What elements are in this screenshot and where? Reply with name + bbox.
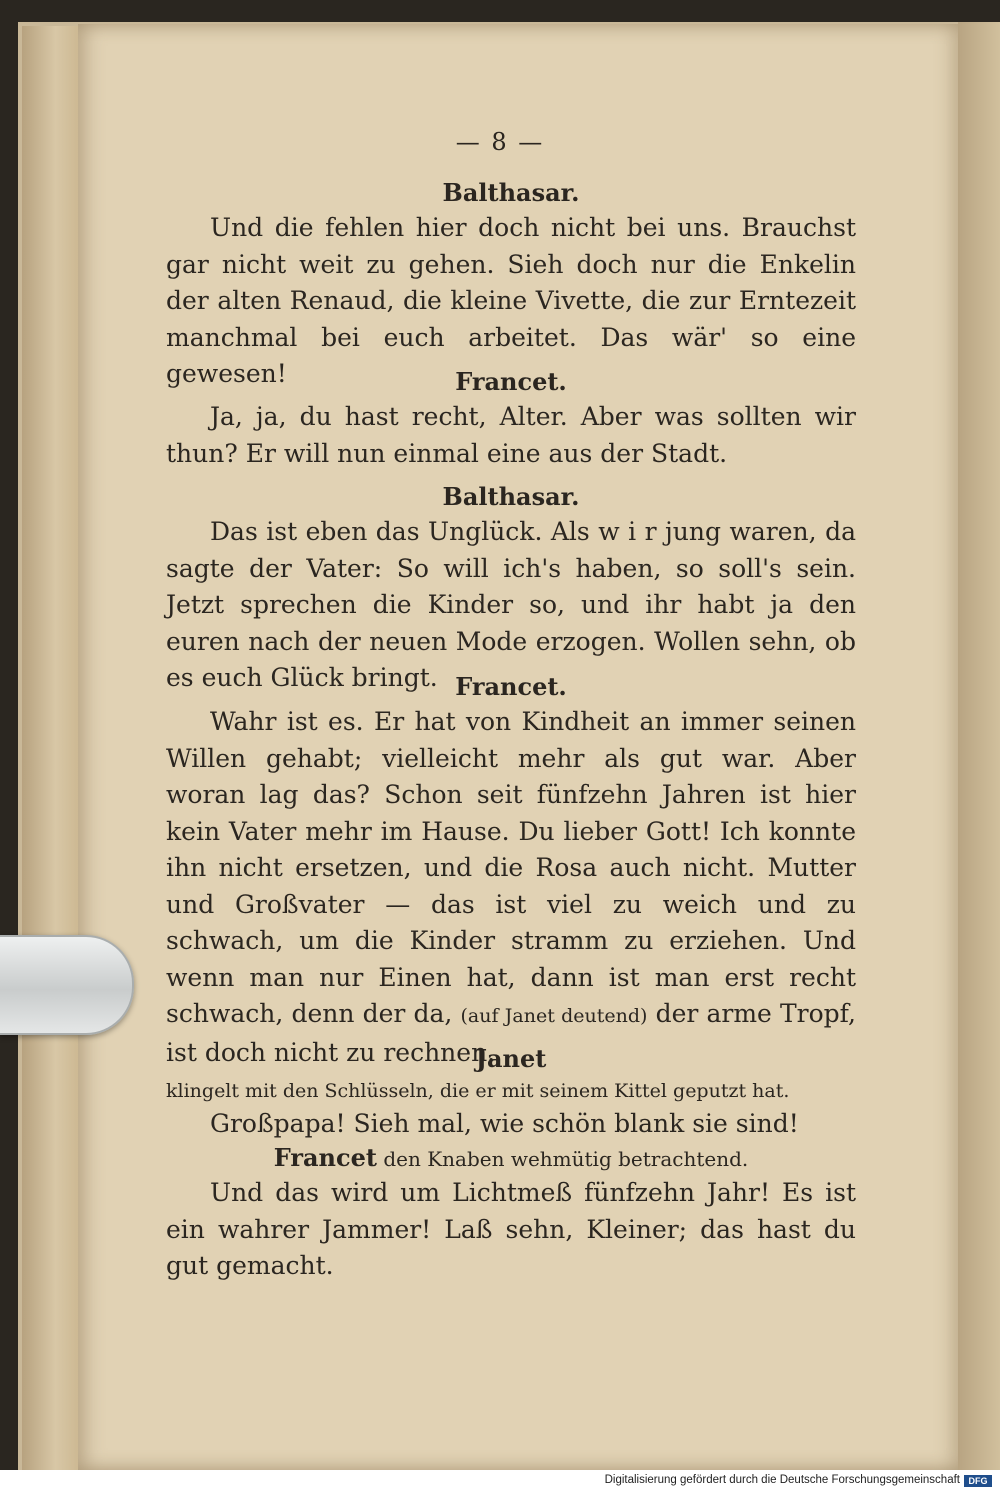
speaker-name: Francet [273,1143,377,1172]
footer [0,1470,1000,1492]
speech-text-part: Wahr ist es. Er hat von Kindheit an immer seinen Willen gehabt; vielleicht mehr als gut war. Aber woran lag das? Schon seit fünfzehn Jahren ist hier kein Vater mehr im Hause. Du lieber Gott! Ich konnte ihn nicht ersetzen, und die Rosa auch nicht. Mutter und Großvater — das ist viel zu weich und zu schwach, um die Kinder stramm zu erziehen. Und wenn man nur Einen hat, dann ist man erst recht schwach, denn der da, [166,707,856,1028]
block-2 [166,365,856,472]
block-3 [166,480,856,697]
page-number: — 8 — [455,128,545,156]
page-clip [0,935,134,1035]
speech-text [166,704,856,1071]
speech-text: Ja, ja, du hast recht, Alter. Aber was sollten wir thun? Er will nun einmal eine aus der Stadt. [166,402,856,468]
dfg-logo: DFG [964,1475,992,1487]
funding-notice: Digitalisierung gefördert durch die Deutsche Forschungsgemeinschaft [604,1474,960,1486]
block-4 [166,670,856,1071]
stage-direction: (auf Janet deutend) [460,1005,648,1027]
stage-direction: den Knaben wehmütig betrachtend. [383,1147,749,1171]
block-5 [166,1042,856,1143]
page-right-edge [958,22,1000,1470]
speaker-name: Francet. [455,672,567,701]
block-1 [166,176,856,393]
stage-direction: klingelt mit den Schlüsseln, die er mit seinem Kittel geputzt hat. [166,1080,790,1102]
speech-text: Und die fehlen hier doch nicht bei uns. Brauchst gar nicht weit zu gehen. Sieh doch nur die Enkelin der alten Renaud, die kleine Vivette, die zur Erntezeit manchmal bei euch arbeitet. Das wär' so eine gewesen! [166,213,856,388]
speaker-line [166,1142,856,1175]
speech-text: Und das wird um Lichtmeß fünfzehn Jahr! Es ist ein wahrer Jammer! Laß sehn, Kleiner; das hast du gut gemacht. [166,1178,856,1280]
speaker-name: Balthasar. [442,178,580,207]
page-left-edge [22,26,78,1470]
speaker-name: Balthasar. [442,482,580,511]
speech-text: Das ist eben das Unglück. Als w i r jung waren, da sagte der Vater: So will ich's haben, so soll's sein. Jetzt sprechen die Kinder so, und ihr habt ja den euren nach der neuen Mode erzogen. Wollen sehn, ob es euch Glück bringt. [166,517,856,692]
speech-text: Großpapa! Sieh mal, wie schön blank sie sind! [210,1109,799,1138]
speaker-name: Francet. [455,367,567,396]
block-6 [166,1142,856,1285]
speech-text-part: der arme Tropf, ist doch nicht zu rechnen. [166,999,856,1067]
speaker-name: Janet [475,1044,547,1073]
